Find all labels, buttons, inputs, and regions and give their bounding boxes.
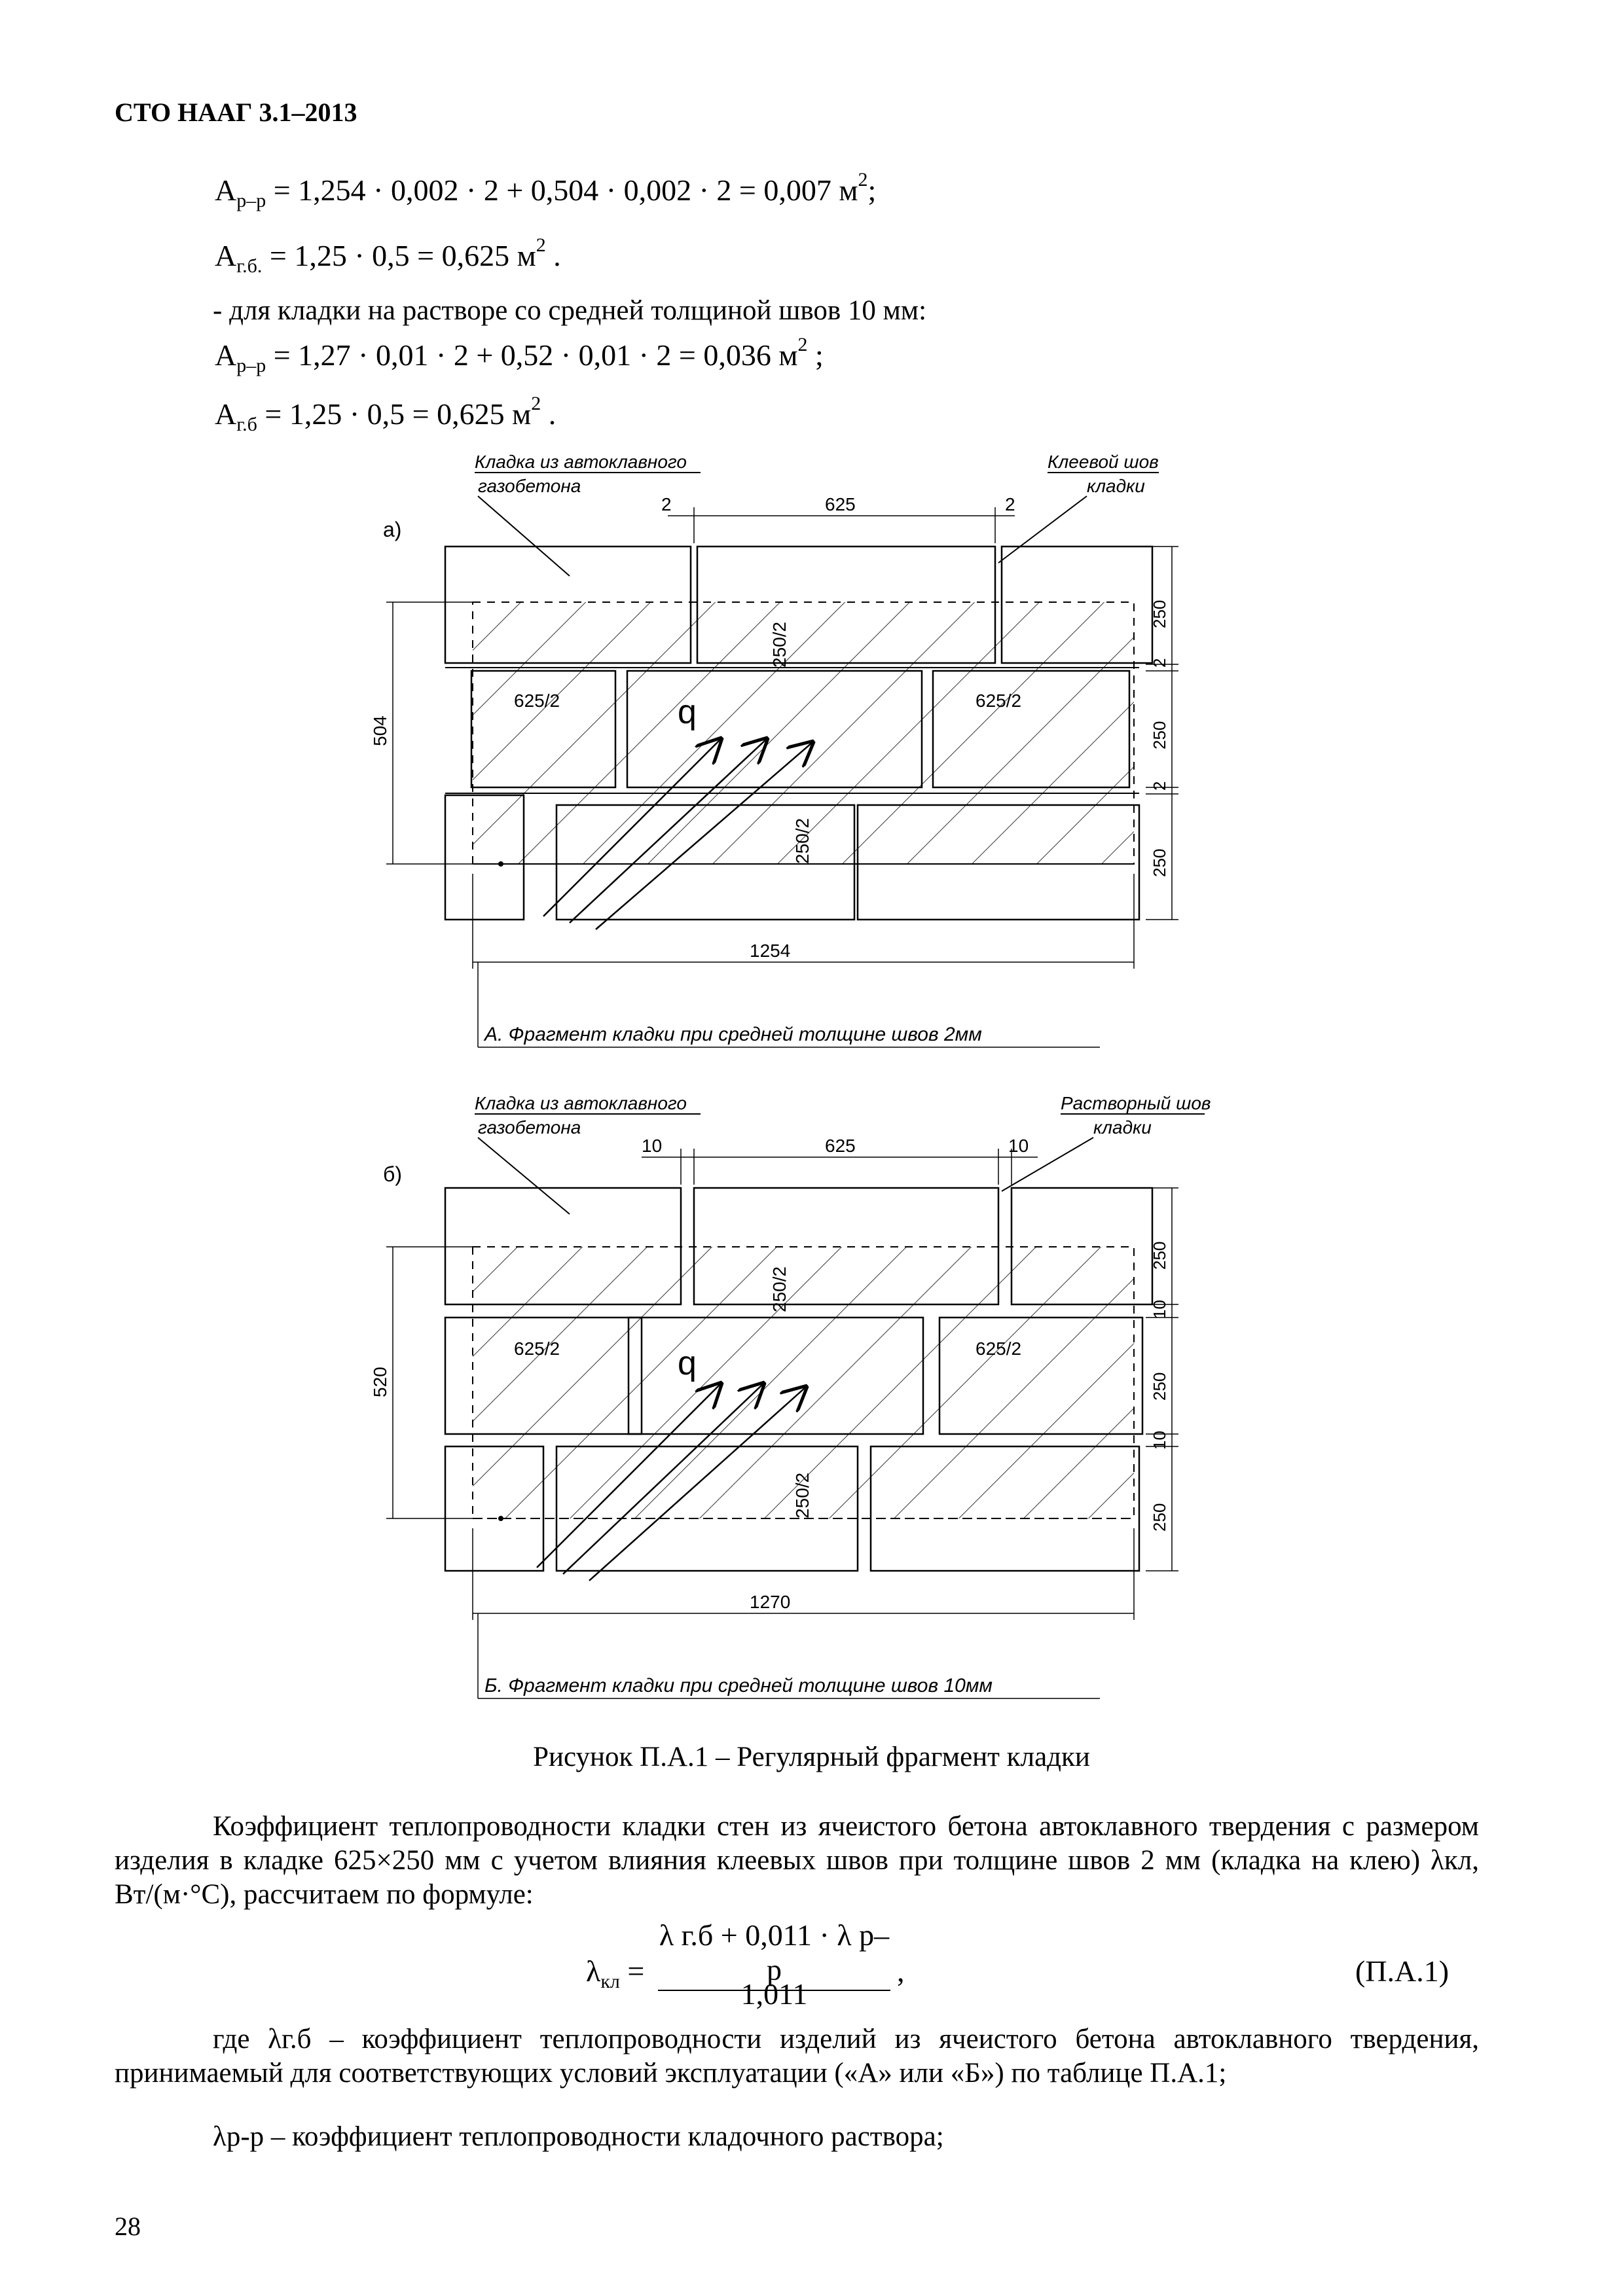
figure-a-label: а) <box>383 518 402 541</box>
formula-lhs: $\lambda_{кл}$ = <box>586 1954 645 1992</box>
callout-left-line1: Кладка из автоклавного <box>475 452 687 472</box>
formula-area-mortar-b: $A_{р-р} = 1,27 \cdot 0,01 \cdot 2 + 0,52 \cdot 0,01 \cdot 2 = 0,036$ $м^2$ ; <box>215 334 824 376</box>
masonry-fragment-diagram-a <box>354 445 1257 1060</box>
dim-block: 625 <box>825 494 856 514</box>
formula-area-mortar-a: $A_{р-р} = 1,254 \cdot 0,002 \cdot 2 + 0,504 \cdot 0,002 \cdot 2 = 0,007$ $м^2$; <box>215 169 877 211</box>
figure-b-label: б) <box>383 1162 402 1186</box>
dim-half-h-bottom: 250/2 <box>792 817 812 864</box>
formula-numerator: λ г.б + 0,011 · λ р–р <box>658 1918 890 1991</box>
callout-left-line1: Кладка из автоклавного <box>475 1093 687 1113</box>
dim-block: 625 <box>825 1136 856 1156</box>
callout-right-line1: Растворный шов <box>1061 1093 1211 1113</box>
callout-right-line2: кладки <box>1093 1117 1152 1138</box>
callout-right-line1: Клеевой шов <box>1048 452 1159 472</box>
dim-joint-left: 10 <box>642 1136 663 1156</box>
dim-right-4: 2 <box>1150 781 1169 791</box>
dim-right-3: 250 <box>1150 721 1169 749</box>
dim-right-5: 250 <box>1150 1503 1169 1532</box>
formula-number: (П.А.1) <box>1355 1954 1450 1988</box>
document-code: СТО НААГ 3.1–2013 <box>115 98 357 127</box>
figure-b-caption: Б. Фрагмент кладки при средней толщине швов 10мм <box>484 1675 993 1696</box>
dim-right-4: 10 <box>1150 1431 1169 1450</box>
paragraph-definition-lambda-rr: λр-р – коэффициент теплопроводности кладочного раствора; <box>213 2121 944 2152</box>
dim-right-2: 2 <box>1150 658 1169 668</box>
flow-label-q: q <box>678 693 697 731</box>
dim-half-left: 625/2 <box>514 691 560 711</box>
note-line: - для кладки на растворе со средней толщиной швов 10 мм: <box>213 295 927 326</box>
dim-half-right: 625/2 <box>976 1338 1022 1359</box>
paragraph-intro: Коэффициент теплопроводности кладки стен из ячеистого бетона автоклавного твердения с размером изделия в кладке 625×250 мм с учетом влияния клеевых швов при толщине швов 2 мм (кладка на клею) λкл, Вт/(м·°С), рассчитаем по формуле: <box>115 1811 1479 1910</box>
callout-left-line2: газобетона <box>478 476 581 496</box>
dim-half-right: 625/2 <box>976 691 1022 711</box>
dim-half-h-bottom: 250/2 <box>792 1472 812 1518</box>
dim-half-h-top: 250/2 <box>769 1266 790 1312</box>
dim-half-h-top: 250/2 <box>769 621 790 668</box>
dim-right-5: 250 <box>1150 848 1169 877</box>
dim-total-width: 1254 <box>750 941 791 961</box>
formula-area-block-b: $A_{г.б} = 1,25 \cdot 0,5 = 0,625$ $м^2$ . <box>215 393 556 435</box>
dim-joint-right: 10 <box>1008 1136 1029 1156</box>
dim-right-3: 250 <box>1150 1372 1169 1401</box>
formula-tail: , <box>897 1954 905 1988</box>
dim-half-left: 625/2 <box>514 1338 560 1359</box>
formula-area-block-a: $A_{г.б.} = 1,25 \cdot 0,5 = 0,625$ $м^2$ . <box>215 234 561 277</box>
dim-right-2: 10 <box>1150 1300 1169 1319</box>
masonry-fragment-diagram-b <box>354 1086 1257 1708</box>
dim-total-width: 1270 <box>750 1592 791 1612</box>
figure-caption: Рисунок П.А.1 – Регулярный фрагмент кладки <box>533 1742 1090 1772</box>
formula-denominator: 1,011 <box>740 1977 808 2011</box>
dim-right-1: 250 <box>1150 600 1169 628</box>
dim-right-1: 250 <box>1150 1241 1169 1270</box>
dim-joint-right: 2 <box>1005 494 1015 514</box>
flow-label-q: q <box>678 1344 697 1382</box>
callout-left-line2: газобетона <box>478 1117 581 1138</box>
callout-right-line2: кладки <box>1087 476 1145 496</box>
dim-total-height: 504 <box>370 715 390 746</box>
paragraph-definition-lambda-gb: где λг.б – коэффициент теплопроводности изделий из ячеистого бетона автоклавного твердения, принимаемый для соответствующих условий эксплуатации («А» или «Б») по таблице П.А.1; <box>115 2024 1479 2089</box>
dim-total-height: 520 <box>370 1367 390 1397</box>
page-number: 28 <box>115 2212 141 2241</box>
dim-joint-left: 2 <box>661 494 672 514</box>
figure-a-caption: А. Фрагмент кладки при средней толщине швов 2мм <box>484 1024 982 1045</box>
